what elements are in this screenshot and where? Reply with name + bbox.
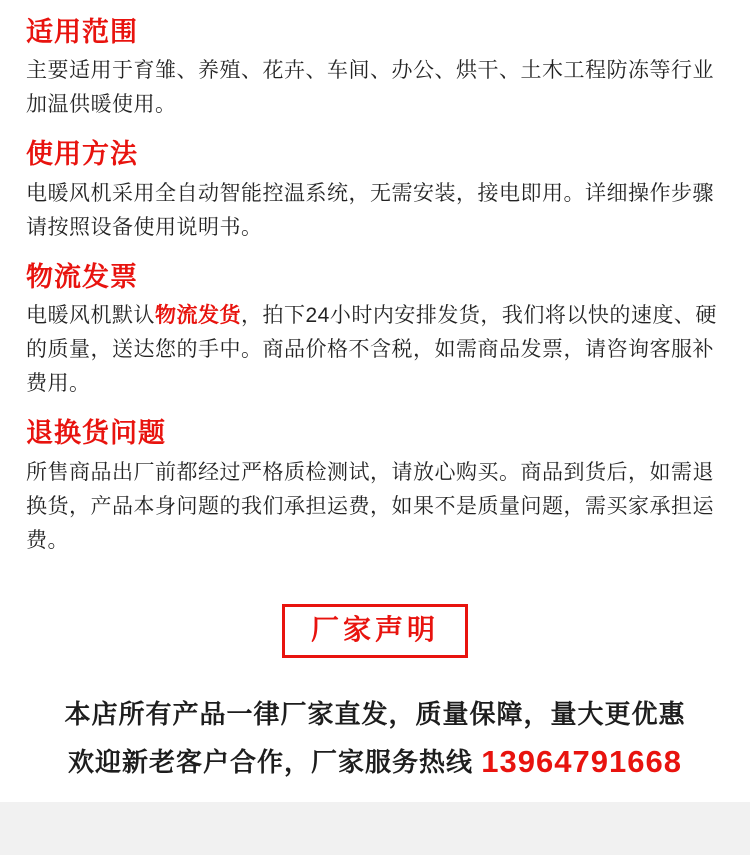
section-usage-body: 电暖风机采用全自动智能控温系统，无需安装，接电即用。详细操作步骤请按照设备使用说明书。 bbox=[26, 181, 714, 239]
bottom-band bbox=[0, 802, 750, 855]
logistics-text-before: 电暖风机默认 bbox=[26, 304, 155, 328]
section-scope-title: 适用范围 bbox=[26, 17, 138, 47]
section-returns bbox=[26, 415, 724, 557]
section-returns-body: 所售商品出厂前都经过严格质检测试，请放心购买。商品到货后，如需退换货，产品本身问题的我们承担运费，如果不是质量问题，需买家承担运费。 bbox=[26, 460, 714, 552]
declaration-line-1: 本店所有产品一律厂家直发，质量保障，量大更优惠 bbox=[64, 698, 686, 729]
declaration-badge: 厂家声明 bbox=[282, 604, 468, 658]
hotline-label: 欢迎新老客户合作，厂家服务热线 bbox=[68, 746, 474, 777]
declaration-line-2 bbox=[26, 736, 724, 789]
section-logistics-title: 物流发票 bbox=[26, 261, 138, 292]
section-usage-title: 使用方法 bbox=[26, 139, 138, 170]
logistics-text-after: ，拍下24小时内安排发货，我们将以快的速度、硬的质量，送达您的手中。商品价格不含税，如需商品发票，请咨询客服补费用。 bbox=[26, 304, 717, 396]
section-logistics-body bbox=[26, 299, 724, 401]
section-scope-body: 主要适用于育雏、养殖、花卉、车间、办公、烘干、土木工程防冻等行业加温供暖使用。 bbox=[26, 59, 714, 117]
logistics-highlight: 物流发货 bbox=[155, 304, 241, 328]
section-logistics bbox=[26, 259, 724, 401]
declaration-badge-wrapper bbox=[26, 604, 724, 658]
section-usage bbox=[26, 136, 724, 244]
declaration-footer bbox=[26, 692, 724, 789]
section-returns-title: 退换货问题 bbox=[26, 418, 166, 449]
hotline-number: 13964791668 bbox=[481, 743, 682, 779]
section-scope bbox=[26, 14, 724, 122]
